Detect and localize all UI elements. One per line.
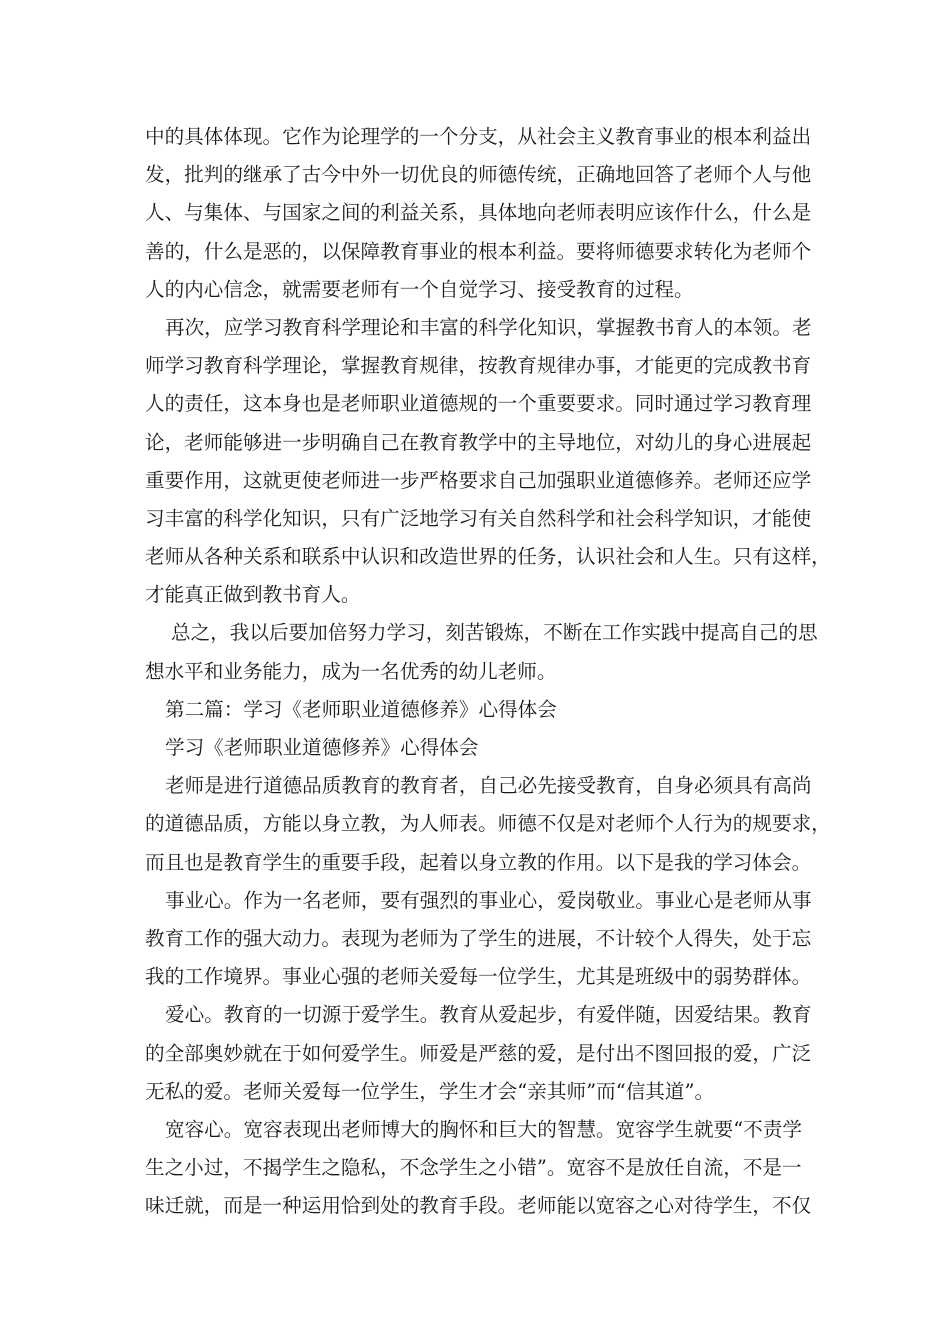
paragraph-first-line: 宽容心。宽容表现出老师博大的胸怀和巨大的智慧。宽容学生就要“不责学 [165, 1117, 803, 1141]
text-line: 生之小过，不揭学生之隐私，不念学生之小错”。宽容不是放任自流，不是一 [145, 1156, 802, 1180]
section-subheading: 学习《老师职业道德修养》心得体会 [165, 736, 479, 759]
text-line: 的全部奥妙就在于如何爱学生。师爱是严慈的爱，是付出不图回报的爱，广泛 [145, 1041, 812, 1065]
text-line: 善的，什么是恶的，以保障教育事业的根本利益。要将师德要求转化为老师个 [145, 239, 812, 263]
text-line: 我的工作境界。事业心强的老师关爱每一位学生，尤其是班级中的弱势群体。 [145, 965, 812, 989]
text-line: 无私的爱。老师关爱每一位学生，学生才会“亲其师”而“信其道”。 [145, 1079, 715, 1103]
text-line: 人、与集体、与国家之间的利益关系，具体地向老师表明应该作什么，什么是 [145, 201, 812, 225]
text-line: 想水平和业务能力，成为一名优秀的幼儿老师。 [145, 659, 557, 683]
text-line: 味迁就，而是一种运用恰到处的教育手段。老师能以宽容之心对待学生，不仅 [145, 1194, 812, 1218]
text-line: 发，批判的继承了古今中外一切优良的师德传统，正确地回答了老师个人与他 [145, 163, 812, 187]
text-line: 的道德品质，方能以身立教，为人师表。师德不仅是对老师个人行为的规要求， [145, 812, 831, 836]
text-line: 人的内心信念，就需要老师有一个自觉学习、接受教育的过程。 [145, 277, 694, 301]
section-heading: 第二篇：学习《老师职业道德修养》心得体会 [165, 697, 557, 721]
text-line: 中的具体体现。它作为论理学的一个分支，从社会主义教育事业的根本利益出 [145, 125, 812, 148]
paragraph-first-line: 总之，我以后要加倍努力学习，刻苦锻炼，不断在工作实践中提高自己的思 [171, 621, 818, 645]
paragraph-first-line: 老师是进行道德品质教育的教育者，自己必先接受教育，自身必须具有高尚 [165, 774, 812, 798]
text-line: 人的责任，这本身也是老师职业道德规的一个重要要求。同时通过学习教育理 [145, 392, 812, 416]
document-body [145, 118, 831, 1225]
paragraph-first-line: 爱心。教育的一切源于爱学生。教育从爱起步，有爱伴随，因爱结果。教育 [165, 1003, 812, 1027]
text-line: 师学习教育科学理论，掌握教育规律，按教育规律办事，才能更的完成教书育 [145, 354, 812, 378]
text-line: 习丰富的科学化知识，只有广泛地学习有关自然科学和社会科学知识，才能使 [145, 506, 812, 530]
text-line: 才能真正做到教书育人。 [145, 583, 361, 607]
text-line: 老师从各种关系和联系中认识和改造世界的任务，认识社会和人生。只有这样， [145, 545, 831, 569]
text-line: 论，老师能够进一步明确自己在教育教学中的主导地位，对幼儿的身心进展起 [145, 430, 812, 454]
text-line: 教育工作的强大动力。表现为老师为了学生的进展，不计较个人得失，处于忘 [145, 926, 812, 950]
paragraph-first-line: 事业心。作为一名老师，要有强烈的事业心，爱岗敬业。事业心是老师从事 [165, 888, 812, 912]
text-line: 而且也是教育学生的重要手段，起着以身立教的作用。以下是我的学习体会。 [145, 850, 812, 874]
paragraph-first-line: 再次，应学习教育科学理论和丰富的科学化知识，掌握教书育人的本领。老 [165, 315, 812, 339]
text-line: 重要作用，这就更使老师进一步严格要求自己加强职业道德修养。老师还应学 [145, 468, 812, 492]
